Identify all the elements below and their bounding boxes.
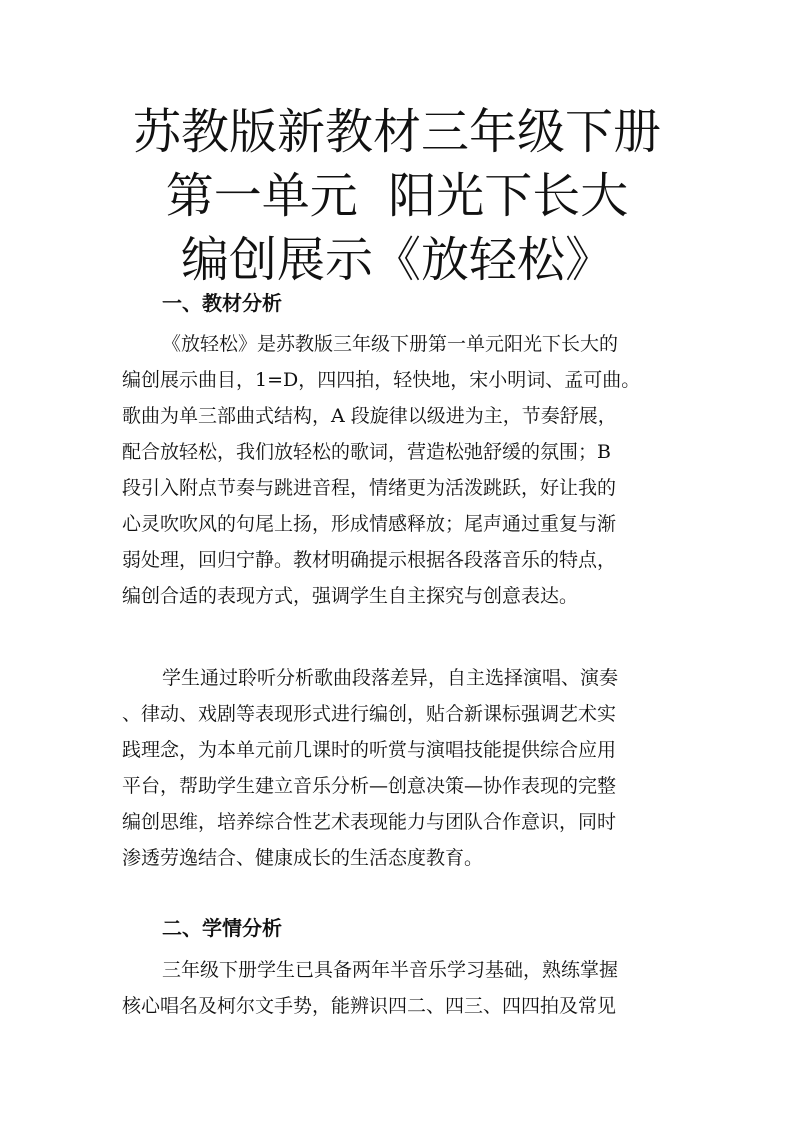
text-line: 三年级下册学生已具备两年半音乐学习基础，熟练掌握	[162, 959, 619, 981]
text-line: 编创展示曲目，1=D，四四拍，轻快地，宋小明词、孟可曲。	[122, 369, 641, 391]
text-line: 渗透劳逸结合、健康成长的生活态度教育。	[122, 847, 484, 869]
paragraph-student-analysis-1	[122, 952, 682, 1024]
text-line: 配合放轻松，我们放轻松的歌词，营造松弛舒缓的氛围；B	[122, 441, 611, 463]
text-line: 学生通过聆听分析歌曲段落差异，自主选择演唱、演奏	[162, 667, 619, 689]
text-line: 编创合适的表现方式，强调学生自主探究与创意表达。	[122, 585, 579, 607]
text-line: 弱处理，回归宁静。教材明确提示根据各段落音乐的特点，	[122, 549, 617, 571]
title-line: 编创展示《放轻松》	[180, 232, 613, 288]
paragraph-textbook-analysis-1	[122, 326, 682, 614]
section-heading-textbook-analysis: 一、教材分析	[162, 291, 282, 315]
text-line: 践理念，为本单元前几课时的听赏与演唱技能提供综合应用	[122, 739, 617, 761]
text-line: 段引入附点节奏与跳进音程，情绪更为活泼跳跃，好让我的	[122, 477, 617, 499]
text-line: 歌曲为单三部曲式结构，A 段旋律以级进为主，节奏舒展，	[122, 405, 617, 427]
title-line: 第一单元 阳光下长大	[165, 168, 629, 224]
text-line: 、律动、戏剧等表现形式进行编创，贴合新课标强调艺术实	[122, 703, 617, 725]
text-line: 平台，帮助学生建立音乐分析—创意决策—协作表现的完整	[122, 775, 617, 797]
text-line: 编创思维，培养综合性艺术表现能力与团队合作意识，同时	[122, 811, 617, 833]
document-title	[0, 100, 794, 292]
section-heading-student-analysis: 二、学情分析	[162, 916, 282, 940]
text-line: 核心唱名及柯尔文手势，能辨识四二、四三、四四拍及常见	[122, 995, 617, 1017]
text-line: 《放轻松》是苏教版三年级下册第一单元阳光下长大的	[162, 333, 619, 355]
text-line: 心灵吹吹风的句尾上扬，形成情感释放；尾声通过重复与渐	[122, 513, 617, 535]
title-line: 苏教版新教材三年级下册	[132, 104, 661, 160]
paragraph-textbook-analysis-2	[122, 660, 682, 876]
